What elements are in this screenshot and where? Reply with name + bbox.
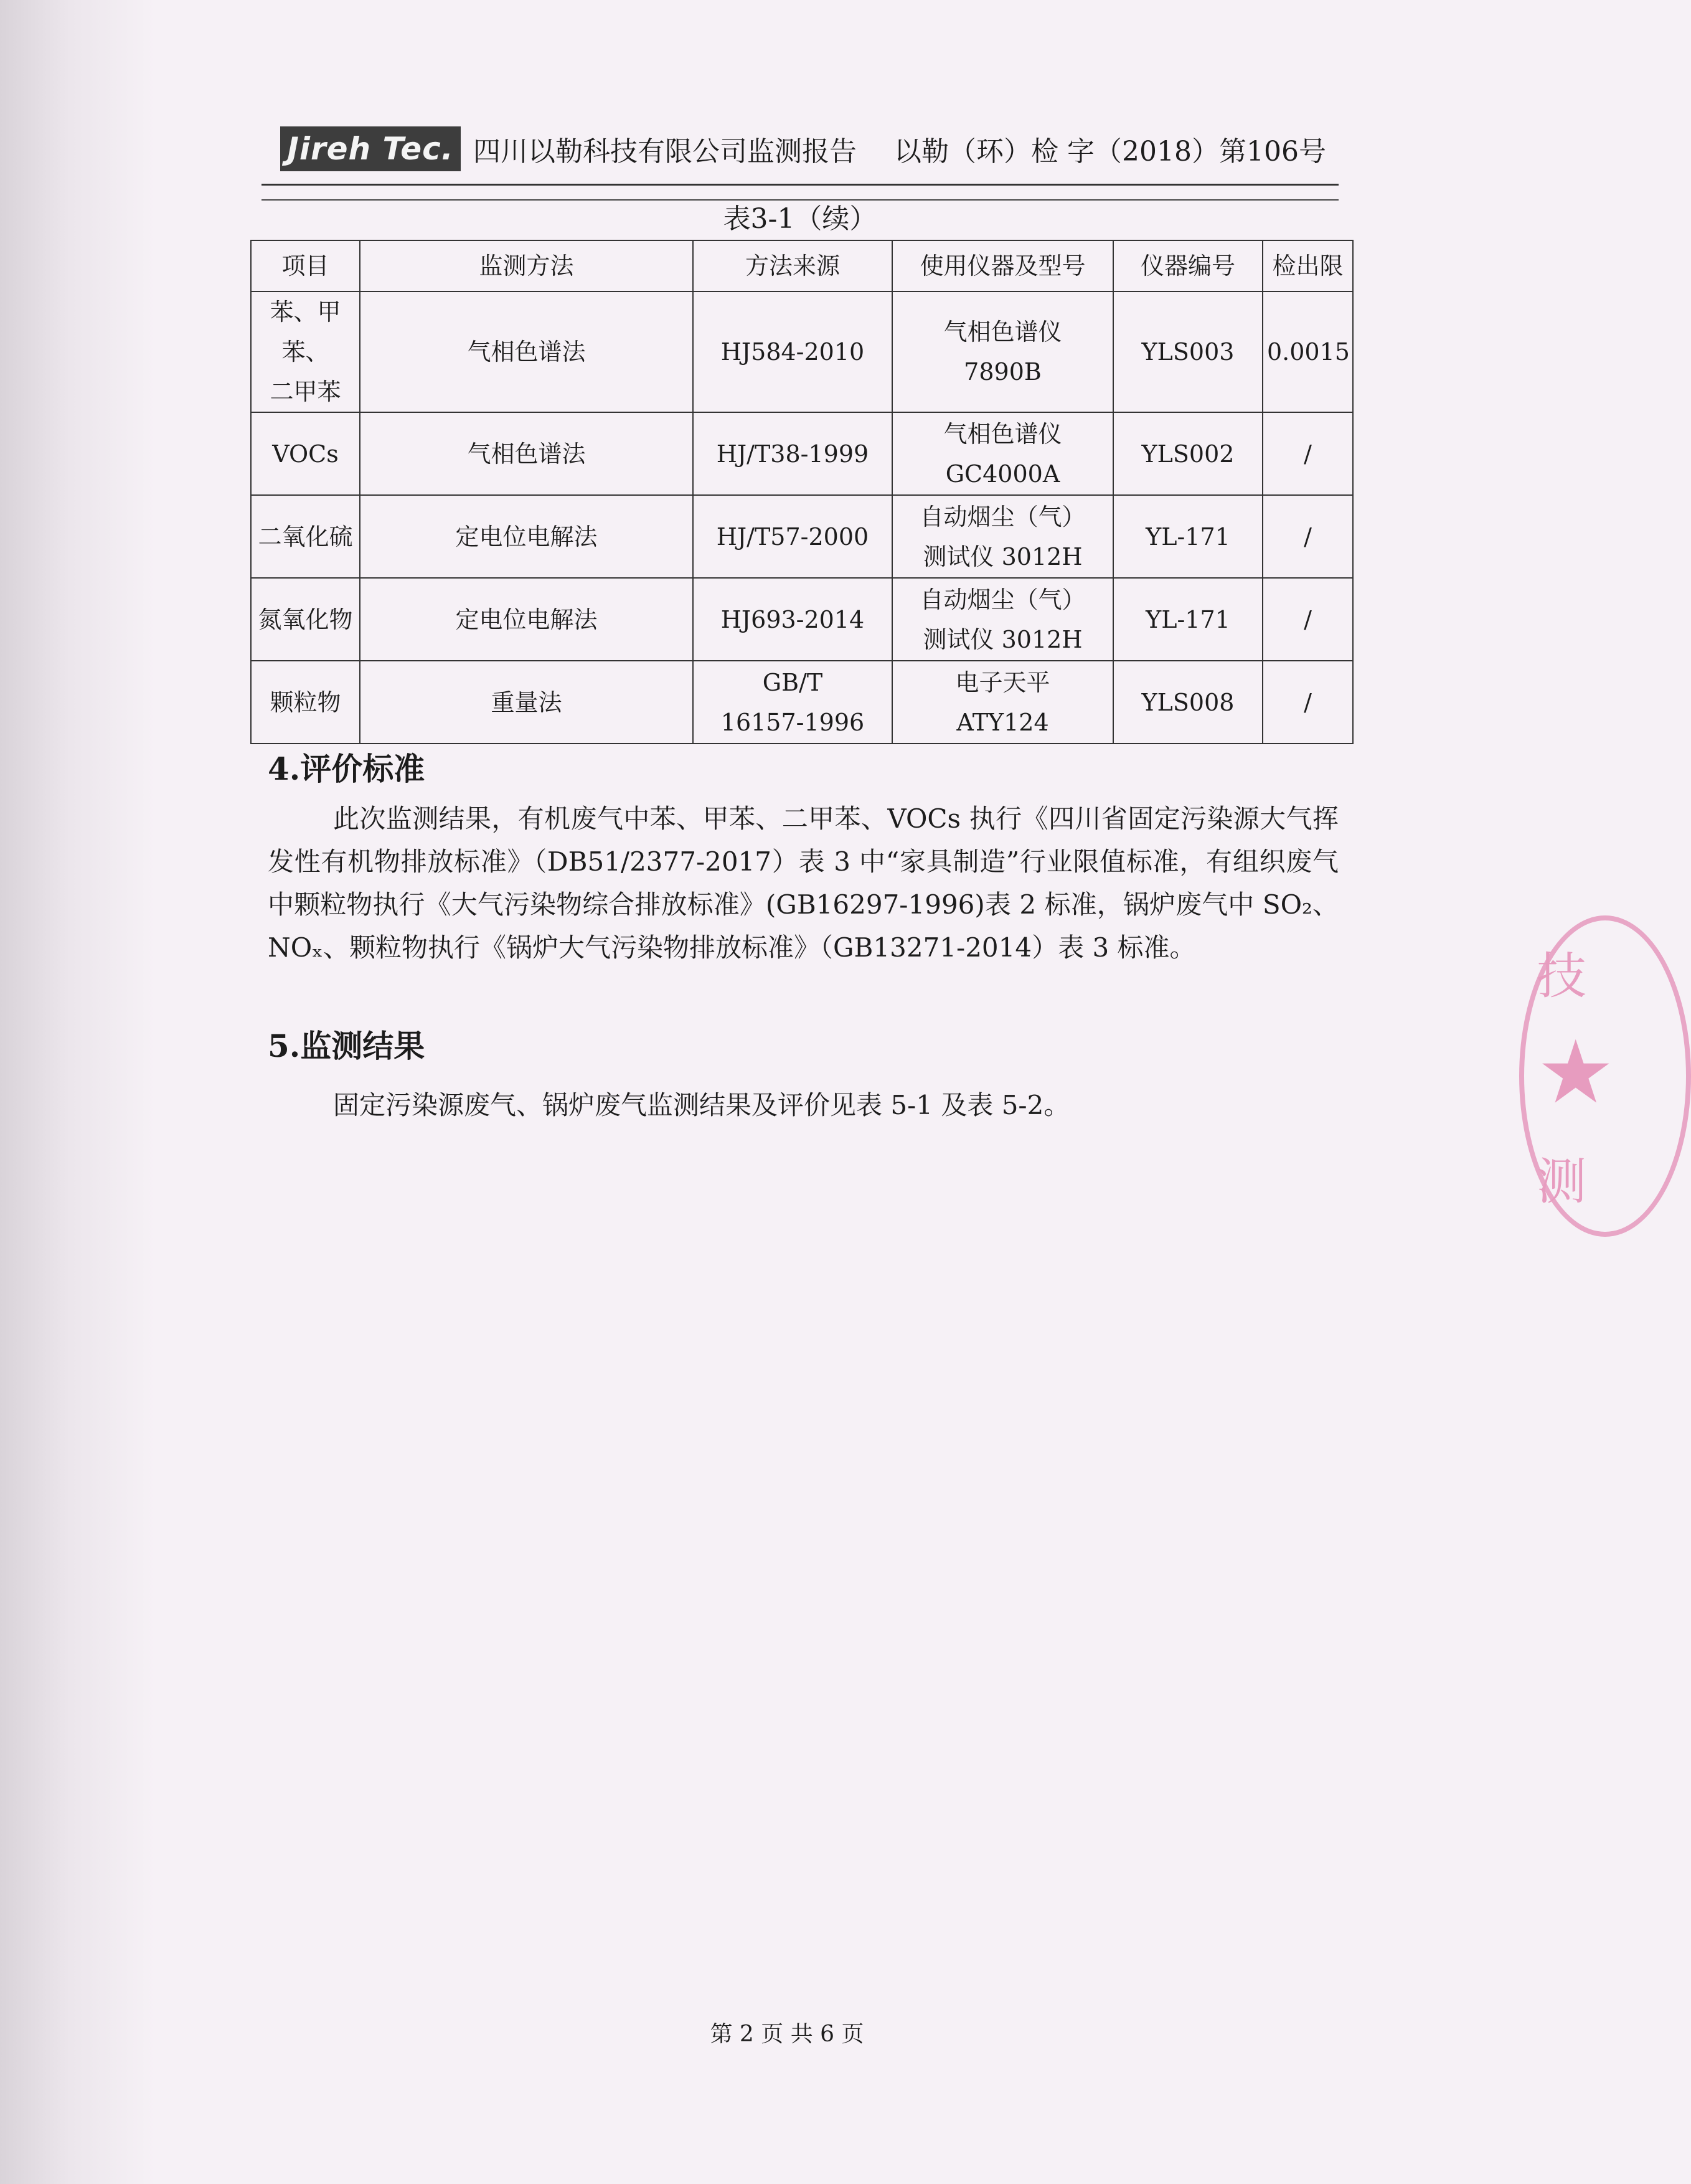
cell-method xyxy=(360,661,693,744)
cell-method xyxy=(360,578,693,661)
cell-item xyxy=(251,412,360,495)
cell-source xyxy=(693,578,892,661)
column-header-instrument: 使用仪器及型号 xyxy=(892,240,1113,291)
cell-item xyxy=(251,661,360,744)
table-row xyxy=(251,578,1353,661)
cell-instrument xyxy=(892,291,1113,412)
company-title: 四川以勒科技有限公司监测报告 xyxy=(473,136,857,168)
cell-instrument-no xyxy=(1113,412,1263,495)
cell-line: / xyxy=(1304,605,1312,633)
cell-detection-limit xyxy=(1263,578,1353,661)
cell-line: 二氧化硫 xyxy=(258,522,353,551)
cell-item xyxy=(251,578,360,661)
cell-line: 气相色谱法 xyxy=(467,338,586,366)
cell-method xyxy=(360,291,693,412)
cell-line: ATY124 xyxy=(956,708,1049,736)
cell-method xyxy=(360,412,693,495)
cell-source xyxy=(693,495,892,578)
column-header-instrument-no: 仪器编号 xyxy=(1113,240,1263,291)
cell-instrument xyxy=(892,578,1113,661)
paragraph-line: 表 2 标准，锅炉废气中 SO₂、NOₓ、颗粒物执行《锅炉大气污染物排放标准》 xyxy=(268,889,1339,963)
monitoring-methods-table xyxy=(250,240,1354,744)
cell-item xyxy=(251,495,360,578)
cell-instrument xyxy=(892,412,1113,495)
paragraph-line: 限值标准，有组织废气中颗粒物执行《大气污染物综合排放标准》(GB16297-1996) xyxy=(268,846,1339,920)
column-header-method: 监测方法 xyxy=(360,240,693,291)
section-4-heading: 4.评价标准 xyxy=(268,750,425,787)
cell-instrument xyxy=(892,495,1113,578)
cell-line: / xyxy=(1304,688,1312,716)
cell-detection-limit xyxy=(1263,412,1353,495)
page-footer: 第 2 页 共 6 页 xyxy=(710,2021,864,2047)
table-header-row xyxy=(251,240,1353,291)
table-row xyxy=(251,495,1353,578)
cell-instrument xyxy=(892,661,1113,744)
cell-line: 测试仪 3012H xyxy=(923,625,1083,653)
cell-line: 16157-1996 xyxy=(720,708,865,736)
cell-line: 电子天平 xyxy=(955,668,1050,696)
section-5-paragraph: 固定污染源废气、锅炉废气监测结果及评价见表 5-1 及表 5-2。 xyxy=(333,1090,1070,1120)
page-header xyxy=(261,121,1339,184)
cell-line: GB/T xyxy=(762,668,823,696)
table-row xyxy=(251,412,1353,495)
section-5-heading: 5.监测结果 xyxy=(268,1028,425,1064)
table-caption: 表3-1（续） xyxy=(723,203,877,235)
cell-line: YLS008 xyxy=(1141,688,1235,716)
cell-source xyxy=(693,661,892,744)
cell-line: / xyxy=(1304,522,1312,551)
cell-line: 苯、甲苯、 xyxy=(270,298,341,366)
report-number: 以勒（环）检 字（2018）第106号 xyxy=(894,136,1326,168)
cell-line: 氮氧化物 xyxy=(258,605,353,633)
column-header-detection-limit: 检出限 xyxy=(1263,240,1353,291)
cell-detection-limit xyxy=(1263,291,1353,412)
cell-instrument-no xyxy=(1113,661,1263,744)
section-4-paragraph xyxy=(268,797,1339,969)
cell-line: 7890B xyxy=(964,358,1042,385)
cell-line: 气相色谱法 xyxy=(467,440,586,468)
cell-line: YLS003 xyxy=(1141,338,1235,366)
cell-item xyxy=(251,291,360,412)
cell-line: 定电位电解法 xyxy=(455,522,598,551)
cell-instrument-no xyxy=(1113,495,1263,578)
cell-line: YLS002 xyxy=(1141,440,1235,468)
cell-line: HJ693-2014 xyxy=(720,605,865,633)
cell-source xyxy=(693,291,892,412)
cell-line: 二甲苯 xyxy=(270,378,341,405)
company-logo: Jireh Tec. xyxy=(280,126,461,171)
cell-line: HJ/T57-2000 xyxy=(716,522,869,551)
cell-line: HJ/T38-1999 xyxy=(716,440,869,468)
cell-line: 颗粒物 xyxy=(270,688,341,716)
cell-instrument-no xyxy=(1113,578,1263,661)
stamp-text-bottom: 测 xyxy=(1537,1153,1586,1211)
star-icon: ★ xyxy=(1537,1022,1615,1123)
cell-line: 测试仪 3012H xyxy=(923,542,1083,570)
paragraph-line: （GB13271-2014）表 3 标准。 xyxy=(820,932,1196,963)
cell-line: HJ584-2010 xyxy=(720,338,865,366)
table-row xyxy=(251,661,1353,744)
paragraph-line: 染源大气挥发性有机物排放标准》（DB51/2377-2017）表 3 中“家具制造”行业 xyxy=(268,803,1339,877)
stamp-text-top: 技 xyxy=(1537,947,1586,1005)
scan-bleed-shadow xyxy=(0,0,156,2184)
table-row xyxy=(251,291,1353,412)
cell-line: 自动烟尘（气） xyxy=(920,585,1086,613)
cell-detection-limit xyxy=(1263,495,1353,578)
cell-line: 定电位电解法 xyxy=(455,605,598,633)
cell-line: YL-171 xyxy=(1146,522,1230,551)
cell-instrument-no xyxy=(1113,291,1263,412)
cell-line: 重量法 xyxy=(491,688,562,716)
cell-line: VOCs xyxy=(272,440,339,468)
cell-detection-limit xyxy=(1263,661,1353,744)
company-seal-stamp xyxy=(1519,915,1691,1237)
cell-line: / xyxy=(1304,440,1312,468)
cell-line: YL-171 xyxy=(1146,605,1230,633)
cell-line: 0.0015 xyxy=(1267,338,1350,366)
cell-line: 气相色谱仪 xyxy=(943,318,1062,346)
paragraph-line: 此次监测结果，有机废气中苯、甲苯、二甲苯、VOCs 执行《四川省固定污 xyxy=(333,803,1207,834)
cell-line: 自动烟尘（气） xyxy=(920,503,1086,531)
cell-line: GC4000A xyxy=(945,460,1060,488)
header-rule xyxy=(261,184,1339,186)
cell-line: 气相色谱仪 xyxy=(943,420,1062,448)
column-header-source: 方法来源 xyxy=(693,240,892,291)
column-header-item: 项目 xyxy=(251,240,360,291)
cell-method xyxy=(360,495,693,578)
cell-source xyxy=(693,412,892,495)
